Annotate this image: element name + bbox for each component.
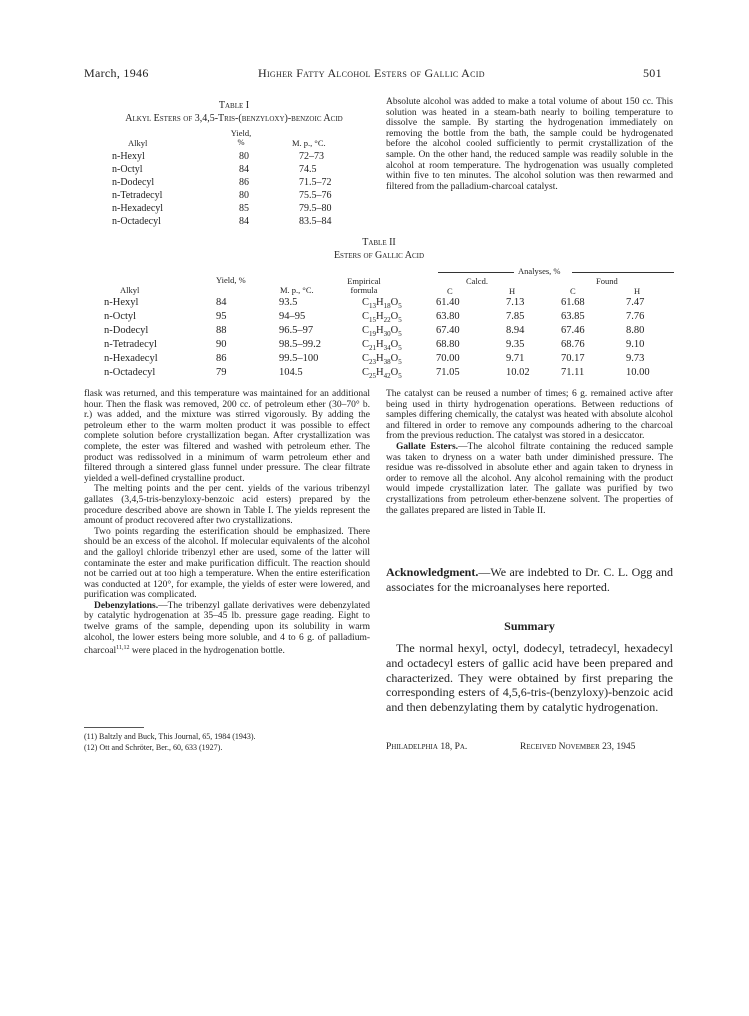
table2-cell-found-h: 9.73 xyxy=(626,353,645,364)
debenzylations-text: —The tribenzyl gallate derivatives were debenzylated by catalytic hydrogenation at 35–45 lb. pressure gage reading. Eight to twelve grams of the sample, depending upon its solubility in warm alcohol, the lower esters being more soluble, and 4 to 6 g. of palladium-charcoal xyxy=(84,600,370,657)
table1-cell-yield: 86 xyxy=(239,177,249,188)
table2-cell-yield: 79 xyxy=(216,367,227,378)
table2-header-analyses: Analyses, % xyxy=(518,266,561,276)
footnote-rule xyxy=(84,727,144,728)
table2-header-mp: M. p., °C. xyxy=(280,285,314,295)
table1-cell-yield: 85 xyxy=(239,203,249,214)
received-date: Received November 23, 1945 xyxy=(520,742,636,752)
paragraph-catalyst-reuse: The catalyst can be reused a number of times; 6 g. remained active after being used in thirty hydrogenation operations. Between reductions of samples differing chemically, the catalyst was heated with absolute alcohol and filtered in order to remove any compounds adhering to the charcoal from the previous reduction. The catalyst was stored in a desiccator. xyxy=(386,389,673,442)
table1-header-mp: M. p., °C. xyxy=(292,138,326,148)
paragraph-hydrogenation-procedure: Absolute alcohol was added to make a total volume of about 150 cc. This solution was heated in a steam-bath nearly to boiling temperature to dissolve the sample. By starting the hydrogenation immediately on removing the bottle from the bath, the sample could be hydrogenated before the alcohol cooled sufficiently to permit crystallization of the sample. On the other hand, the reduced sample was readily soluble in the alcohol at room temperature. The hydrogenation was usually completed within five to ten minutes. The alcohol solution was then rewarmed and filtered from the palladium-charcoal catalyst. xyxy=(386,97,673,192)
table1-cell-alkyl: n-Hexadecyl xyxy=(112,203,164,214)
footnote-reference: 11,12 xyxy=(116,645,130,652)
analyses-rule-right xyxy=(572,272,674,273)
left-column xyxy=(84,389,370,657)
footnote-12: (12) Ott and Schröter, Ber., 60, 633 (1927). xyxy=(84,743,223,752)
table1-row xyxy=(112,177,372,189)
table2-header-alkyl: Alkyl xyxy=(120,285,140,295)
table2-header-calc-c: C xyxy=(447,286,453,296)
paragraph-gallate-esters xyxy=(386,442,673,516)
running-date: March, 1946 xyxy=(84,66,149,80)
table2-caption: Esters of Gallic Acid xyxy=(333,250,425,261)
table2-header-yield: Yield, % xyxy=(216,275,246,285)
table1-cell-mp: 71.5–72 xyxy=(299,177,332,188)
table2-cell-found-c: 70.17 xyxy=(561,353,585,364)
table2-cell-found-h: 7.47 xyxy=(626,297,645,308)
summary-heading: Summary xyxy=(504,619,555,633)
analyses-rule-left xyxy=(438,272,514,273)
summary-text: The normal hexyl, octyl, dodecyl, tetradecyl, hexadecyl and octadecyl esters of gallic acid have been prepared and characterized. They were obtained by first preparing the corresponding esters of 4,5,6-tris-(benzyloxy)-benzoic acid and then debenzylating them by catalytic hydrogenation. xyxy=(386,641,673,715)
table2-cell-calc-c: 63.80 xyxy=(436,311,460,322)
gallate-esters-heading: Gallate Esters. xyxy=(396,441,459,452)
table2-cell-found-c: 61.68 xyxy=(561,297,585,308)
table2-header-calcd: Calcd. xyxy=(466,276,488,286)
table2-cell-yield: 90 xyxy=(216,339,227,350)
table2-header-found-c: C xyxy=(570,286,576,296)
table1-cell-mp: 75.5–76 xyxy=(299,190,332,201)
table2-cell-formula: $C_{23}H_{38}O_5$ xyxy=(362,353,402,367)
table1-cell-yield: 80 xyxy=(239,151,249,162)
table1-cell-alkyl: n-Tetradecyl xyxy=(112,190,163,201)
table2-cell-calc-c: 61.40 xyxy=(436,297,460,308)
table2-cell-mp: 99.5–100 xyxy=(279,353,319,364)
table1-cell-mp: 79.5–80 xyxy=(299,203,332,214)
table2-row xyxy=(104,325,674,339)
right-column xyxy=(386,389,673,516)
table2-cell-yield: 95 xyxy=(216,311,227,322)
table2-title: Table II xyxy=(362,237,396,248)
table1-row xyxy=(112,216,372,228)
table2-header-found: Found xyxy=(596,276,618,286)
table2-cell-found-c: 63.85 xyxy=(561,311,585,322)
table2-cell-mp: 94–95 xyxy=(279,311,306,322)
table2-cell-mp: 96.5–97 xyxy=(279,325,314,336)
table1-cell-yield: 84 xyxy=(239,164,249,175)
table2-header-formula: Empirical formula xyxy=(347,276,381,295)
table2-cell-calc-c: 68.80 xyxy=(436,339,460,350)
table2-cell-found-c: 68.76 xyxy=(561,339,585,350)
table2-cell-found-c: 71.11 xyxy=(561,367,585,378)
table2-cell-calc-h: 9.35 xyxy=(506,339,525,350)
table2-cell-formula: $C_{21}H_{34}O_5$ xyxy=(362,339,402,353)
debenzylations-heading: Debenzylations. xyxy=(94,600,159,611)
table1-cell-alkyl: n-Octadecyl xyxy=(112,216,161,227)
paragraph-melting-points: The melting points and the per cent. yields of the various tribenzyl gallates (3,4,5-tris-benzyloxy-benzoic acid esters) prepared by the procedure described above are shown in Table I. The yields represent the amount of product recovered after two crystallizations. xyxy=(84,484,370,527)
table2-cell-calc-h: 8.94 xyxy=(506,325,525,336)
table2-cell-calc-h: 7.85 xyxy=(506,311,525,322)
table1-cell-yield: 80 xyxy=(239,190,249,201)
table2-cell-alkyl: n-Octadecyl xyxy=(104,367,156,378)
table1-row xyxy=(112,203,372,215)
table1-cell-mp: 74.5 xyxy=(299,164,317,175)
table2-cell-mp: 98.5–99.2 xyxy=(279,339,321,350)
table1-cell-alkyl: n-Octyl xyxy=(112,164,143,175)
footnotes xyxy=(84,731,370,753)
table2-header-found-h: H xyxy=(634,286,641,296)
paragraph-debenzylations xyxy=(84,601,370,657)
affiliation-place: Philadelphia 18, Pa. xyxy=(386,742,468,752)
debenzylations-text-end: were placed in the hydrogenation bottle. xyxy=(129,646,285,657)
table2-cell-calc-h: 9.71 xyxy=(506,353,525,364)
table2-cell-alkyl: n-Octyl xyxy=(104,311,137,322)
paragraph-esterification: Two points regarding the esterification should be emphasized. There should be an excess of the alcohol. If molecular equivalents of the alcohol and the galloyl chloride tribenzyl ether are used, some of the latter will contaminate the ester and make purification difficult. The reaction should not be carried out at too high a temperature. When the entire esterification was conducted at 120°, for example, the yields of ester were lowered, and purification was complicated. xyxy=(84,526,370,601)
table1-cell-alkyl: n-Dodecyl xyxy=(112,177,155,188)
table1-caption: Alkyl Esters of 3,4,5-Tris-(benzyloxy)-benzoic Acid xyxy=(125,113,343,124)
table1-cell-alkyl: n-Hexyl xyxy=(112,151,145,162)
table2-cell-found-h: 10.00 xyxy=(626,367,650,378)
table2-cell-alkyl: n-Hexyl xyxy=(104,297,139,308)
table2-cell-formula: $C_{15}H_{22}O_5$ xyxy=(362,311,402,325)
table2-cell-calc-h: 10.02 xyxy=(506,367,530,378)
table2-row xyxy=(104,353,674,367)
table2-cell-alkyl: n-Dodecyl xyxy=(104,325,149,336)
table2-cell-yield: 84 xyxy=(216,297,227,308)
table2-cell-found-h: 8.80 xyxy=(626,325,645,336)
page-number: 501 xyxy=(643,66,662,80)
table2-row xyxy=(104,311,674,325)
table2-cell-yield: 86 xyxy=(216,353,227,364)
table2-cell-formula: $C_{13}H_{18}O_5$ xyxy=(362,297,402,311)
table1-row xyxy=(112,151,372,163)
table1-cell-mp: 83.5–84 xyxy=(299,216,332,227)
table1-title: Table I xyxy=(218,100,250,111)
table1-cell-yield: 84 xyxy=(239,216,249,227)
table2-cell-yield: 88 xyxy=(216,325,227,336)
footnote-11: (11) Baltzly and Buck, This Journal, 65, 1984 (1943). xyxy=(84,732,256,741)
table2-row xyxy=(104,339,674,353)
table2-cell-mp: 104.5 xyxy=(279,367,303,378)
table1-header-alkyl: Alkyl xyxy=(128,138,148,148)
running-title: Higher Fatty Alcohol Esters of Gallic Acid xyxy=(258,66,485,80)
table2-cell-calc-h: 7.13 xyxy=(506,297,525,308)
table2-row xyxy=(104,367,674,381)
table2-cell-formula: $C_{19}H_{30}O_5$ xyxy=(362,325,402,339)
paragraph-petroleum-ether: flask was returned, and this temperature was maintained for an additional hour. Then the flask was removed, 200 cc. of petroleum ether (30–70° b. r.) was added, and the mixture was stirred vigorously. By adding the petroleum ether to the warm molten product it was possible to effect complete solution before crystallization began. After crystallization was complete, the ester was filtered and washed with petroleum ether. The product was redissolved in a minimum of warm petroleum ether and filtered through a sintered glass funnel under pressure. The clear filtrate yielded a well-defined crystalline product. xyxy=(84,389,370,484)
acknowledgment-text: —We are indebted to Dr. C. L. Ogg and associates for the microanalyses here reported. xyxy=(386,565,673,594)
table2-cell-calc-c: 70.00 xyxy=(436,353,460,364)
gallate-esters-text: —The alcohol filtrate containing the reduced sample was taken to dryness on a water bath under diminished pressure. The residue was re-dissolved in absolute ether and again taken to dryness in order to remove all the alcohol. Any alcohol remaining with the product would impede crystallization later. The gallate was purified by two crystallizations from petroleum ether-benzene solvent. The properties of the gallates prepared are listed in Table II. xyxy=(386,441,673,516)
table2-cell-calc-c: 67.40 xyxy=(436,325,460,336)
table1-row xyxy=(112,164,372,176)
table2-cell-calc-c: 71.05 xyxy=(436,367,460,378)
table2-cell-alkyl: n-Tetradecyl xyxy=(104,339,157,350)
table2-cell-formula: $C_{25}H_{42}O_5$ xyxy=(362,367,402,381)
table2-cell-found-c: 67.46 xyxy=(561,325,585,336)
acknowledgment xyxy=(386,565,673,595)
table2-row xyxy=(104,297,674,311)
table1-cell-mp: 72–73 xyxy=(299,151,324,162)
table2-cell-alkyl: n-Hexadecyl xyxy=(104,353,158,364)
table2-cell-found-h: 9.10 xyxy=(626,339,645,350)
table2-cell-mp: 93.5 xyxy=(279,297,298,308)
acknowledgment-heading: Acknowledgment. xyxy=(386,565,479,579)
table1-header-yield: Yield, % xyxy=(230,128,252,147)
table2-header-calc-h: H xyxy=(509,286,516,296)
table2-cell-found-h: 7.76 xyxy=(626,311,645,322)
table1-row xyxy=(112,190,372,202)
